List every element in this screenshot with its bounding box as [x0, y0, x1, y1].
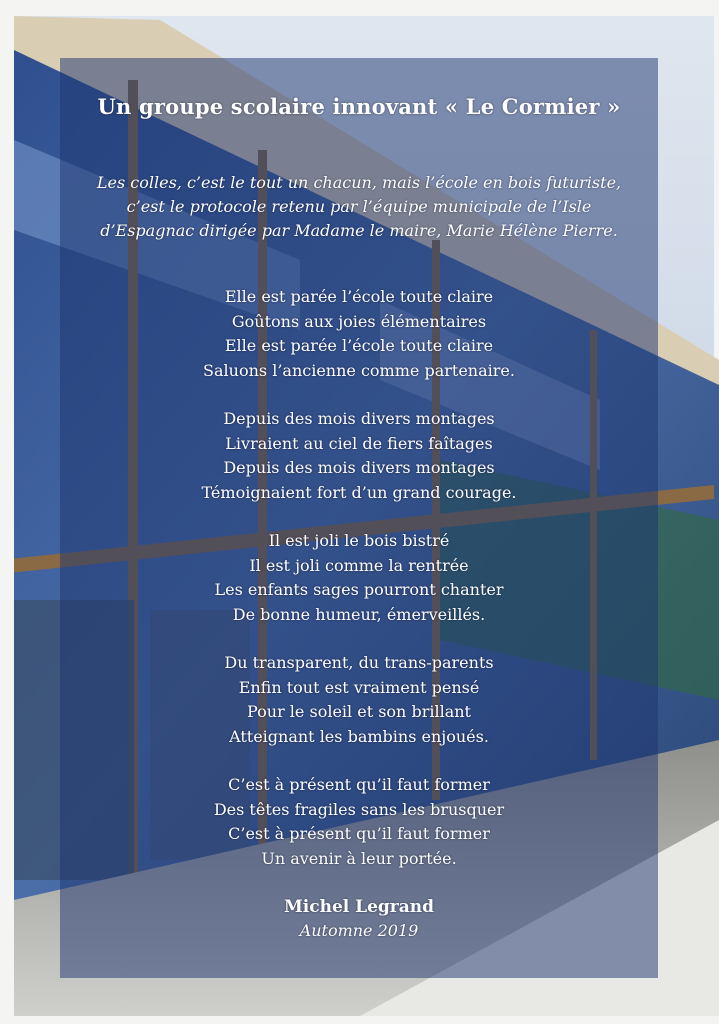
intro-paragraph: Les colles, c’est le tout un chacun, mais l’école en bois futuriste, c’est le protocole retenu par l’équipe municipale de l’Isle d’Espagnac dirigée par Madame le maire, Marie Hélène Pierre. [96, 173, 622, 240]
author-name: Michel Legrand [283, 897, 435, 917]
poem-line: Il est joli le bois bistré [268, 531, 450, 550]
poem-line: Enfin tout est vraiment pensé [238, 677, 480, 697]
poem-line: Saluons l’ancienne comme partenaire. [203, 360, 515, 380]
poem-line: Des têtes fragiles sans les brusquer [213, 799, 505, 819]
poem-line: Atteignant les bambins enjoués. [229, 726, 489, 746]
poem-line: C’est à présent qu’il faut former [228, 775, 490, 794]
poem-line: Goûtons aux joies élémentaires [231, 311, 487, 331]
poem-date: Automne 2019 [299, 921, 419, 940]
stanza-3 [60, 529, 658, 627]
poem [60, 285, 658, 871]
stanza-5 [60, 773, 658, 871]
poem-line: Depuis des mois divers montages [223, 409, 495, 428]
poem-line: Pour le soleil et son brillant [247, 702, 471, 721]
stanza-4 [60, 651, 658, 749]
stanza-2 [60, 407, 658, 505]
page-title: Un groupe scolaire innovant « Le Cormier » [97, 94, 621, 119]
stanza-1 [60, 285, 658, 383]
poem-line: Du transparent, du trans-parents [224, 653, 494, 672]
poem-line: C’est à présent qu’il faut former [228, 824, 490, 843]
poem-line: Depuis des mois divers montages [223, 458, 495, 477]
poem-line: Les enfants sages pourront chanter [214, 580, 504, 599]
poem-line: Témoignaient fort d’un grand courage. [201, 482, 517, 502]
poem-line: Livraient au ciel de fiers faîtages [225, 433, 493, 453]
poem-line: Un avenir à leur portée. [261, 848, 457, 868]
poem-content [60, 58, 658, 943]
poem-line: De bonne humeur, émerveillés. [232, 604, 486, 624]
poem-line: Elle est parée l’école toute claire [224, 287, 494, 306]
poem-line: Elle est parée l’école toute claire [224, 336, 494, 355]
poem-line: Il est joli comme la rentrée [249, 555, 469, 575]
